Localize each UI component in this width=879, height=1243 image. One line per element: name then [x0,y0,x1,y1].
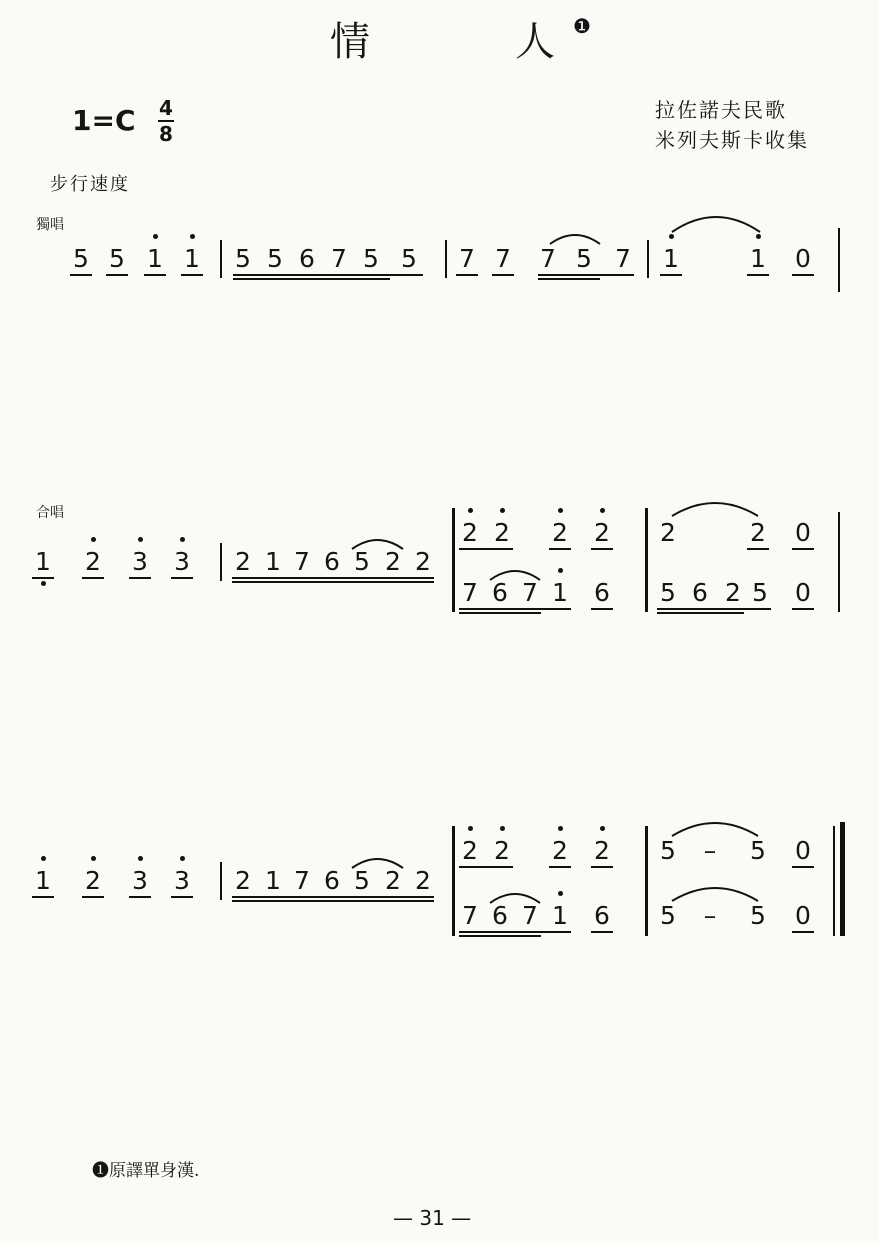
jianpu-note: 1 [265,547,281,576]
part-label-chorus: 合唱 [36,505,64,521]
jianpu-note: 1 [35,866,51,895]
beam-line [459,931,571,933]
jianpu-note: 1 [184,244,200,273]
jianpu-note: 2 [552,518,568,547]
beam-line [232,896,434,898]
jianpu-note: 2 [85,866,101,895]
slur-arc [672,887,758,903]
title-char-2: 人 [515,19,555,65]
beam-line [459,608,571,610]
slur-arc [352,539,403,551]
beam-line [538,278,600,280]
octave-dot [41,581,46,586]
footnote-mark: ❶ [573,14,591,38]
jianpu-note: 1 [265,866,281,895]
beam-line [232,900,434,902]
beam-line [181,274,203,276]
beam-line [657,612,744,614]
octave-dot [468,826,473,831]
time-top: 4 [159,96,173,120]
jianpu-note: 2 [750,518,766,547]
beam-line [456,274,478,276]
beam-line [32,577,54,579]
slur-arc [672,502,758,518]
jianpu-note: 5 [750,836,766,865]
title-char-1: 情 [330,19,370,65]
beam-line [492,274,514,276]
jianpu-note: 6 [594,901,610,930]
slur-arc [550,234,600,246]
octave-dot [468,508,473,513]
beam-line [106,274,128,276]
bar-line [647,240,649,278]
bar-line [838,512,840,612]
beam-line [459,866,513,868]
jianpu-note: 0 [795,836,811,865]
jianpu-note: 7 [462,901,478,930]
jianpu-note: 0 [795,901,811,930]
jianpu-note: 1 [147,244,163,273]
octave-dot [91,537,96,542]
jianpu-note: 2 [594,518,610,547]
jianpu-note: 0 [795,578,811,607]
beam-line [144,274,166,276]
beam-line [591,548,613,550]
jianpu-note: 5 [660,901,676,930]
beam-line [747,274,769,276]
jianpu-note: 6 [492,578,508,607]
beam-line [129,577,151,579]
jianpu-note: 7 [462,578,478,607]
bar-line [452,508,455,612]
jianpu-note: 6 [692,578,708,607]
beam-line [232,577,434,579]
jianpu-note: 3 [132,547,148,576]
jianpu-note: 7 [522,901,538,930]
jianpu-note: 7 [615,244,631,273]
jianpu-note: 0 [795,518,811,547]
bar-line [220,862,222,900]
octave-dot [41,856,46,861]
beam-line [549,548,571,550]
jianpu-note: 2 [235,547,251,576]
octave-dot [180,856,185,861]
octave-dot [558,508,563,513]
jianpu-note: 5 [363,244,379,273]
beam-line [538,274,634,276]
beam-line [171,896,193,898]
jianpu-note: 7 [459,244,475,273]
jianpu-note: 2 [85,547,101,576]
jianpu-note: 2 [725,578,741,607]
jianpu-note: 7 [522,578,538,607]
jianpu-note: – [703,901,717,930]
credit-origin: 拉佐諾夫民歌 [655,98,787,122]
jianpu-note: 5 [660,578,676,607]
page-number: — 31 — [393,1206,472,1230]
beam-line [660,274,682,276]
octave-dot [190,234,195,239]
beam-line [129,896,151,898]
beam-line [549,866,571,868]
octave-dot [669,234,674,239]
beam-line [82,577,104,579]
jianpu-note: 2 [415,866,431,895]
jianpu-note: 3 [174,547,190,576]
octave-dot [756,234,761,239]
beam-line [32,896,54,898]
beam-line [591,866,613,868]
jianpu-note: 1 [552,578,568,607]
jianpu-note: 3 [174,866,190,895]
slur-arc [672,822,758,838]
bar-line [838,228,840,292]
beam-line [792,931,814,933]
jianpu-note: 5 [750,901,766,930]
octave-dot [600,826,605,831]
jianpu-note: 5 [660,836,676,865]
jianpu-note: 6 [594,578,610,607]
jianpu-note: 6 [324,547,340,576]
tempo-marking: 步行速度 [50,174,130,195]
beam-line [792,274,814,276]
jianpu-note: 2 [660,518,676,547]
jianpu-note: 7 [294,547,310,576]
beam-line [70,274,92,276]
bar-line [833,826,835,936]
jianpu-note: 5 [109,244,125,273]
beam-line [233,274,423,276]
jianpu-note: 5 [576,244,592,273]
jianpu-note: 2 [462,836,478,865]
octave-dot [558,568,563,573]
octave-dot [91,856,96,861]
octave-dot [500,508,505,513]
beam-line [459,548,513,550]
jianpu-note: 5 [73,244,89,273]
jianpu-note: 1 [750,244,766,273]
part-label-solo: 獨唱 [36,217,64,233]
jianpu-note: 6 [492,901,508,930]
slur-arc [352,858,403,870]
jianpu-note: 5 [354,547,370,576]
octave-dot [558,891,563,896]
jianpu-note: 1 [552,901,568,930]
system-3 [0,0,879,1]
slur-arc [672,216,760,234]
bar-line [645,826,648,936]
beam-line [591,931,613,933]
bar-line [840,822,845,936]
octave-dot [138,537,143,542]
credit-collector: 米列夫斯卡收集 [655,128,809,152]
bar-line [645,508,648,612]
jianpu-note: 7 [294,866,310,895]
jianpu-note: 1 [35,547,51,576]
jianpu-note: 5 [752,578,768,607]
slur-arc [490,893,540,905]
jianpu-note: 2 [462,518,478,547]
beam-line [657,608,771,610]
jianpu-note: 2 [552,836,568,865]
slur-arc [490,570,540,582]
jianpu-note: 6 [324,866,340,895]
octave-dot [138,856,143,861]
beam-line [747,548,769,550]
bar-line [220,240,222,278]
jianpu-note: 2 [594,836,610,865]
beam-line [792,608,814,610]
jianpu-note: 5 [235,244,251,273]
bar-line [445,240,447,278]
jianpu-note: 6 [299,244,315,273]
jianpu-note: – [703,836,717,865]
time-signature [158,98,174,144]
beam-line [171,577,193,579]
beam-line [232,581,434,583]
time-bottom: 8 [159,122,173,146]
beam-line [82,896,104,898]
jianpu-note: 3 [132,866,148,895]
octave-dot [600,508,605,513]
jianpu-note: 2 [494,518,510,547]
beam-line [233,278,390,280]
octave-dot [558,826,563,831]
beam-line [792,866,814,868]
octave-dot [153,234,158,239]
beam-line [459,935,541,937]
footnote: ❶原譯單身漢. [92,1161,200,1181]
jianpu-note: 5 [354,866,370,895]
jianpu-note: 2 [385,547,401,576]
jianpu-note: 7 [495,244,511,273]
jianpu-note: 5 [401,244,417,273]
key-signature: 1=C [72,104,136,137]
bar-line [452,826,455,936]
jianpu-note: 0 [795,244,811,273]
jianpu-note: 2 [235,866,251,895]
beam-line [459,612,541,614]
beam-line [792,548,814,550]
jianpu-note: 7 [331,244,347,273]
jianpu-note: 7 [540,244,556,273]
octave-dot [500,826,505,831]
jianpu-note: 2 [494,836,510,865]
jianpu-note: 2 [415,547,431,576]
beam-line [591,608,613,610]
octave-dot [180,537,185,542]
jianpu-note: 2 [385,866,401,895]
bar-line [220,543,222,581]
jianpu-note: 1 [663,244,679,273]
jianpu-note: 5 [267,244,283,273]
